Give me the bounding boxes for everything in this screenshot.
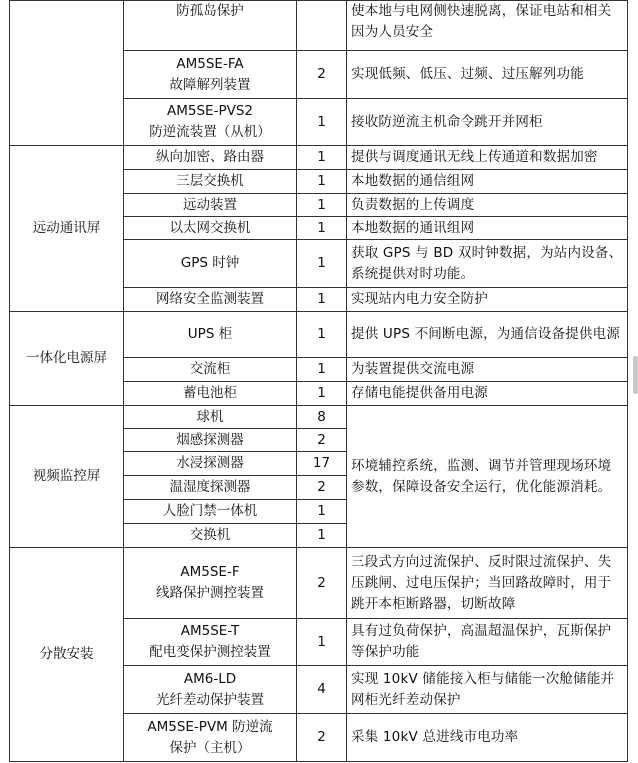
quantity-cell: 4	[297, 666, 347, 714]
quantity-cell: 2	[297, 476, 347, 500]
quantity-cell: 1	[297, 146, 347, 170]
device-cell: AM5SE-T 配电变保护测控装置	[124, 619, 297, 666]
device-cell: 温湿度探测器	[124, 476, 297, 500]
function-cell: 存储电能提供备用电源	[347, 382, 628, 406]
device-cell: 蓄电池柜	[124, 382, 297, 406]
category-cell	[10, 1, 124, 146]
device-cell: 人脸门禁一体机	[124, 500, 297, 524]
function-cell: 获取 GPS 与 BD 双时钟数据，为站内设备、系统提供对时功能。	[347, 240, 628, 288]
quantity-cell: 1	[297, 524, 347, 548]
category-cell: 分散安装	[10, 548, 124, 762]
device-cell: GPS 时钟	[124, 240, 297, 288]
quantity-cell: 1	[297, 382, 347, 406]
quantity-cell: 1	[297, 194, 347, 217]
device-cell: AM6-LD 光纤差动保护装置	[124, 666, 297, 714]
table-row	[10, 146, 628, 170]
equipment-table	[9, 0, 628, 762]
table-row	[10, 1, 628, 51]
quantity-cell: 1	[297, 619, 347, 666]
function-cell: 本地数据的通信组网	[347, 170, 628, 194]
scrollbar-thumb[interactable]	[633, 356, 638, 394]
device-cell: 交流柜	[124, 358, 297, 382]
function-cell: 为装置提供交流电源	[347, 358, 628, 382]
quantity-cell: 1	[297, 288, 347, 312]
device-cell: 球机	[124, 406, 297, 429]
quantity-cell: 8	[297, 406, 347, 429]
device-cell: 烟感探测器	[124, 429, 297, 452]
device-cell: AM5SE-PVM 防逆流 保护（主机）	[124, 714, 297, 762]
function-cell: 接收防逆流主机命令跳开并网柜	[347, 99, 628, 146]
function-cell: 实现站内电力安全防护	[347, 288, 628, 312]
quantity-cell	[297, 1, 347, 51]
quantity-cell: 17	[297, 452, 347, 476]
quantity-cell: 1	[297, 240, 347, 288]
quantity-cell: 1	[297, 312, 347, 358]
table-row	[10, 406, 628, 429]
category-cell: 视频监控屏	[10, 406, 124, 548]
function-cell: 提供与调度通讯无线上传通道和数据加密	[347, 146, 628, 170]
function-cell: 实现 10kV 储能接入柜与储能一次舱储能并网柜光纤差动保护	[347, 666, 628, 714]
category-cell: 远动通讯屏	[10, 146, 124, 312]
quantity-cell: 1	[297, 500, 347, 524]
function-cell: 本地数据的通讯组网	[347, 217, 628, 240]
function-cell: 提供 UPS 不间断电源，为通信设备提供电源	[347, 312, 628, 358]
function-cell: 使本地与电网侧快速脱离，保证电站和相关因为人员安全	[347, 1, 628, 51]
category-cell: 一体化电源屏	[10, 312, 124, 406]
quantity-cell: 1	[297, 217, 347, 240]
device-cell: AM5SE-F 线路保护测控装置	[124, 548, 297, 619]
quantity-cell: 2	[297, 429, 347, 452]
quantity-cell: 2	[297, 51, 347, 99]
function-cell: 负责数据的上传调度	[347, 194, 628, 217]
device-cell: AM5SE-PVS2 防逆流装置（从机）	[124, 99, 297, 146]
device-cell: 远动装置	[124, 194, 297, 217]
quantity-cell: 1	[297, 170, 347, 194]
device-cell: 水浸探测器	[124, 452, 297, 476]
function-cell: 环境辅控系统，监测、调节并管理现场环境参数，保障设备安全运行，优化能源消耗。	[347, 406, 628, 548]
quantity-cell: 1	[297, 358, 347, 382]
device-cell: 三层交换机	[124, 170, 297, 194]
function-cell: 实现低频、低压、过频、过压解列功能	[347, 51, 628, 99]
device-cell: 防孤岛保护	[124, 1, 297, 51]
device-cell: UPS 柜	[124, 312, 297, 358]
quantity-cell: 1	[297, 99, 347, 146]
device-cell: AM5SE-FA 故障解列装置	[124, 51, 297, 99]
device-cell: 交换机	[124, 524, 297, 548]
table-row	[10, 548, 628, 619]
device-cell: 以太网交换机	[124, 217, 297, 240]
quantity-cell: 2	[297, 548, 347, 619]
table-row	[10, 312, 628, 358]
quantity-cell: 2	[297, 714, 347, 762]
function-cell: 采集 10kV 总进线市电功率	[347, 714, 628, 762]
function-cell: 具有过负荷保护，高温超温保护，瓦斯保护等保护功能	[347, 619, 628, 666]
function-cell: 三段式方向过流保护、反时限过流保护、失压跳闸、过电压保护；当回路故障时，用于跳开本柜断路器，切断故障	[347, 548, 628, 619]
device-cell: 纵向加密、路由器	[124, 146, 297, 170]
device-cell: 网络安全监测装置	[124, 288, 297, 312]
